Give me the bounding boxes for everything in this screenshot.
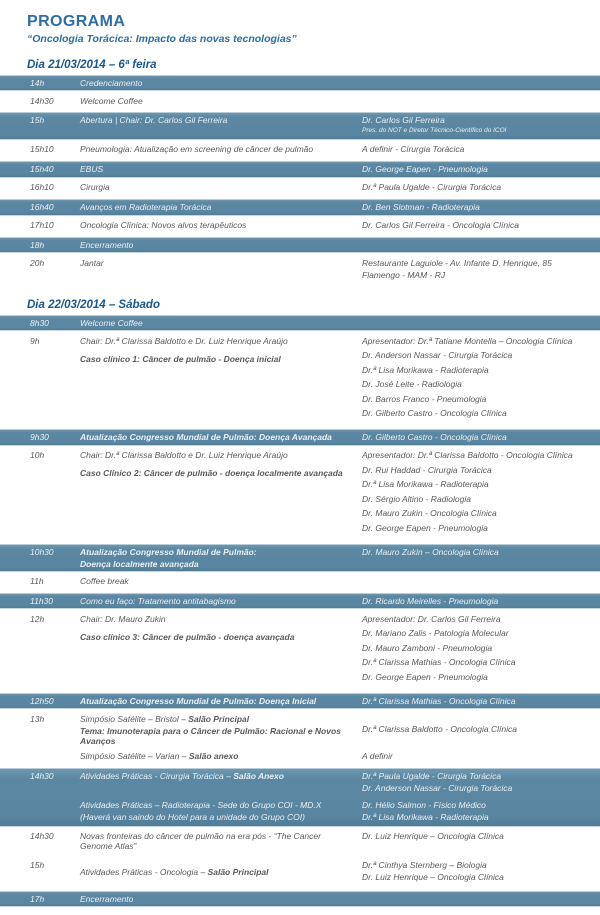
session-cell — [80, 220, 362, 230]
speaker-line: Dr.ª Paula Ugalde - Cirurgia Torácica — [362, 770, 502, 781]
session-text: (Haverá van saindo do Hotel para a unidade do Grupo COI) — [80, 811, 305, 822]
speaker-line: Dr.ª Cinthya Sternberg – Biologia — [362, 860, 487, 870]
speaker-line: Dr. Ricardo Meirelles - Pneumologia — [362, 595, 499, 606]
session-line — [80, 831, 352, 851]
session-line — [80, 547, 352, 557]
session-line — [80, 220, 352, 230]
schedule-row — [0, 315, 600, 331]
session-line — [80, 576, 352, 586]
session-block — [80, 432, 600, 443]
session-text-bold: Tema: Imunoterapia para o Câncer de Pulmão: Racional e Novos Avanços — [80, 725, 341, 746]
session-line — [80, 771, 352, 781]
session-cell — [80, 96, 362, 106]
session-text: Chair: Dr.ª Clarissa Baldotto e Dr. Luiz Henrique Araújo — [80, 335, 288, 346]
session-text: Credenciamento — [80, 78, 143, 88]
session-block — [80, 831, 600, 851]
session-text-bold: Salão Principal — [188, 713, 250, 724]
schedule-row — [0, 237, 600, 253]
session-block — [80, 182, 600, 193]
row-blocks — [80, 144, 600, 155]
session-text: Encerramento — [80, 893, 134, 904]
session-line — [80, 432, 352, 442]
speakers-cell — [362, 450, 600, 537]
session-cell — [80, 751, 362, 761]
session-line — [80, 96, 352, 106]
session-text: EBUS — [80, 164, 104, 174]
session-line — [80, 202, 352, 212]
session-line — [80, 726, 352, 746]
speaker-line: Dr. Carlos Gil Ferreira — [362, 115, 445, 125]
session-text: Abertura | Chair: Dr. Carlos Gil Ferreira — [80, 115, 228, 125]
speakers-cell — [362, 432, 600, 443]
row-blocks — [80, 547, 600, 569]
session-text-bold: Salão Anexo — [233, 770, 284, 781]
session-block — [80, 258, 600, 282]
time-cell: 16h10 — [30, 182, 54, 192]
session-cell — [80, 614, 362, 642]
speaker-line: Dr. George Eapen - Pneumologia — [362, 522, 488, 533]
session-cell — [80, 182, 362, 192]
row-blocks — [80, 318, 600, 328]
session-block — [80, 164, 600, 175]
bottom-spacer — [0, 907, 600, 915]
time-cell: 11h — [30, 576, 44, 586]
time-cell: 14h30 — [30, 95, 54, 106]
speakers-cell — [362, 547, 600, 558]
row-blocks — [80, 714, 600, 762]
session-line — [80, 559, 352, 569]
session-text: Como eu faço: Tratamento antitabagismo — [80, 595, 236, 606]
session-block — [80, 696, 600, 707]
session-cell — [80, 576, 362, 586]
session-cell — [80, 771, 362, 781]
speaker-line: Flamengo - MAM - RJ — [362, 269, 446, 280]
schedule-row — [0, 693, 600, 710]
session-text: Encerramento — [80, 240, 134, 250]
session-text-bold: Salão Principal — [207, 867, 269, 877]
session-line — [80, 714, 352, 724]
row-blocks — [80, 771, 600, 824]
time-cell: 15h — [30, 115, 45, 125]
schedule — [0, 59, 600, 907]
session-cell — [80, 336, 362, 364]
session-cell — [80, 432, 362, 442]
session-line — [80, 144, 352, 154]
session-block — [80, 220, 600, 231]
session-line — [80, 614, 352, 624]
session-block — [80, 318, 600, 328]
speakers-cell — [362, 220, 600, 231]
speaker-line: Apresentador: Dr.ª Tatiane Montella – Oncologia Clínica — [362, 335, 573, 346]
session-line — [80, 115, 352, 125]
schedule-row — [0, 253, 600, 286]
speaker-line: Dr. Anderson Nassar - Cirurgia Torácica — [362, 782, 513, 793]
session-text: Chair: Dr.ª Clarissa Baldotto e Dr. Luiz Henrique Araújo — [80, 450, 288, 460]
session-line — [80, 318, 352, 328]
time-cell: 14h30 — [30, 770, 54, 781]
session-text: Simpósio Satélite – Varian – — [80, 750, 189, 761]
session-cell — [80, 450, 362, 478]
session-text: Novas fronteiras do câncer de pulmão na era pós - “The Cancer Genome Atlas” — [80, 831, 321, 851]
time-cell: 20h — [30, 257, 45, 268]
session-text: Chair: Dr. Mauro Zukin — [80, 613, 166, 624]
time-cell: 12h — [30, 613, 45, 624]
session-block — [80, 894, 600, 904]
schedule-row — [0, 891, 600, 907]
speaker-line: Dr. George Eapen - Pneumologia — [362, 164, 488, 174]
row-blocks — [80, 432, 600, 443]
speaker-line: Dr. Rui Haddad - Cirurgia Torácica — [362, 464, 492, 475]
session-line — [80, 596, 352, 606]
schedule-row — [0, 331, 600, 427]
session-line — [80, 240, 352, 250]
time-cell: 15h10 — [30, 144, 54, 154]
session-block — [80, 115, 600, 137]
session-cell — [80, 714, 362, 746]
speaker-line: Dr. Hélio Salmon - Físico Médico — [362, 799, 486, 810]
row-blocks — [80, 220, 600, 231]
speaker-line: A definir — [362, 750, 393, 761]
speakers-cell — [362, 724, 600, 735]
session-text: Jantar — [80, 257, 104, 268]
speakers-cell — [362, 258, 600, 282]
session-cell — [80, 144, 362, 154]
session-line — [80, 468, 352, 478]
session-text: Avanços em Radioterapia Torácica — [80, 202, 212, 212]
row-blocks — [80, 894, 600, 904]
time-cell: 17h — [30, 893, 45, 904]
row-blocks — [80, 240, 600, 250]
speakers-cell — [362, 696, 600, 707]
session-block — [80, 450, 600, 537]
session-text: Simpósio Satélite – Bristol – — [80, 713, 189, 724]
session-text: Coffee break — [80, 576, 129, 586]
session-cell — [80, 202, 362, 212]
day-header: Dia 21/03/2014 – 6ª feira — [27, 59, 157, 71]
session-block — [80, 771, 600, 795]
session-line — [80, 258, 352, 268]
schedule-row — [0, 856, 600, 889]
row-blocks — [80, 450, 600, 537]
speaker-line: Dr. Luiz Henrique – Oncologia Clínica — [362, 831, 504, 841]
speaker-line: Dr. Mauro Zukin – Oncologia Clínica — [362, 546, 499, 557]
time-cell: 9h — [30, 335, 40, 346]
speaker-line: Dr.ª Lisa Morikawa - Radioterapia — [362, 364, 489, 375]
speakers-cell — [362, 596, 600, 607]
speaker-line: Dr.ª Clarissa Baldotto - Oncologia Clínica — [362, 724, 517, 735]
session-block — [80, 96, 600, 106]
schedule-row — [0, 572, 600, 591]
schedule-row — [0, 140, 600, 160]
session-text-bold: Salão anexo — [188, 750, 239, 761]
row-blocks — [80, 576, 600, 586]
time-cell: 9h30 — [30, 432, 49, 442]
session-block — [80, 751, 600, 762]
speakers-cell — [362, 831, 600, 842]
row-blocks — [80, 182, 600, 193]
speakers-cell — [362, 144, 600, 155]
speaker-line: Dr. Sérgio Altino - Radiologia — [362, 493, 471, 504]
speaker-line: Dr.ª Lisa Morikawa - Radioterapia — [362, 811, 489, 822]
session-line — [80, 164, 352, 174]
session-text-bold: Caso clínico 1: Câncer de pulmão - Doença inicial — [80, 353, 281, 364]
speakers-cell — [362, 800, 600, 824]
row-blocks — [80, 336, 600, 423]
session-line — [80, 751, 352, 761]
session-block — [80, 860, 600, 884]
row-blocks — [80, 78, 600, 88]
speakers-cell — [362, 164, 600, 175]
speakers-cell — [362, 771, 600, 795]
schedule-row — [0, 593, 600, 610]
session-text-bold: Atualização Congresso Mundial de Pulmão: Doença Inicial — [80, 695, 317, 706]
speaker-line: Dr. Ben Slotman - Radioterapia — [362, 202, 480, 212]
schedule-row — [0, 827, 600, 856]
speaker-line: Dr. Mariano Zalis - Patologia Molecular — [362, 628, 509, 638]
speakers-cell — [362, 860, 600, 884]
session-cell — [80, 831, 362, 851]
schedule-row — [0, 112, 600, 140]
session-cell — [80, 240, 362, 250]
session-line — [80, 336, 352, 346]
session-text-bold: Caso Clínico 2: Câncer de pulmão - doença localmente avançada — [80, 468, 343, 478]
session-block — [80, 78, 600, 88]
session-text: Welcome Coffee — [80, 95, 143, 106]
session-line — [80, 354, 352, 364]
session-text: Atividades Práticas – Radioterapia - Sede do Grupo COI - MD.X — [80, 799, 322, 810]
session-block — [80, 202, 600, 213]
time-cell: 11h30 — [30, 595, 54, 606]
schedule-row — [0, 768, 600, 827]
session-text-bold: Caso clínico 3: Câncer de pulmão - doença avançada — [80, 631, 295, 642]
time-cell: 10h — [30, 450, 45, 460]
session-line — [80, 812, 352, 822]
schedule-row — [0, 446, 600, 542]
session-line — [80, 894, 352, 904]
schedule-row — [0, 178, 600, 198]
row-blocks — [80, 96, 600, 106]
session-block — [80, 714, 600, 746]
time-cell: 13h — [30, 713, 45, 724]
session-cell — [80, 115, 362, 125]
time-cell: 10h30 — [30, 546, 54, 557]
session-cell — [80, 800, 362, 822]
speakers-cell — [362, 115, 600, 137]
page-title: PROGRAMA — [27, 13, 126, 30]
row-blocks — [80, 696, 600, 707]
schedule-row — [0, 91, 600, 110]
session-cell — [80, 596, 362, 606]
speaker-line: Restaurante Laguiole - Av. Infante D. Henrique, 85 — [362, 257, 552, 268]
time-cell: 12h50 — [30, 695, 54, 706]
session-block — [80, 547, 600, 569]
row-blocks — [80, 164, 600, 175]
schedule-row — [0, 429, 600, 446]
session-cell — [80, 894, 362, 904]
session-text: Atividades Práticas - Cirurgia Torácica – — [80, 770, 234, 781]
speaker-line: Dr. Luiz Henrique – Oncologia Clínica — [362, 872, 504, 882]
speaker-line: Dr.ª Lisa Morikawa - Radioterapia — [362, 479, 489, 489]
session-cell — [80, 696, 362, 706]
speakers-cell — [362, 751, 600, 762]
session-text-bold: Atualização Congresso Mundial de Pulmão: Doença Avançada — [80, 432, 332, 442]
speakers-cell — [362, 614, 600, 687]
session-block — [80, 614, 600, 687]
session-text: Pneumologia: Atualização em screening de câncer de pulmão — [80, 144, 314, 154]
session-line — [80, 78, 352, 88]
session-cell — [80, 318, 362, 328]
speakers-cell — [362, 182, 600, 193]
time-cell: 14h30 — [30, 831, 54, 841]
row-blocks — [80, 258, 600, 282]
session-text-bold: Atualização Congresso Mundial de Pulmão: — [80, 546, 257, 557]
speaker-line: Dr. Anderson Nassar - Cirurgia Torácica — [362, 350, 513, 360]
row-blocks — [80, 860, 600, 884]
speaker-line: Dr. Gilberto Castro - Oncologia Clínica — [362, 432, 507, 442]
speaker-line: Dr. Mauro Zukin - Oncologia Clínica — [362, 508, 497, 518]
session-line — [80, 696, 352, 706]
session-line — [80, 867, 352, 877]
time-cell: 17h10 — [30, 220, 54, 230]
schedule-row — [0, 199, 600, 216]
session-line — [80, 450, 352, 460]
session-cell — [80, 78, 362, 88]
speaker-line: Apresentador: Dr. Carlos Gil Ferreira — [362, 613, 501, 624]
row-blocks — [80, 831, 600, 851]
session-text-bold: Doença localmente avançada — [80, 558, 199, 569]
schedule-row — [0, 75, 600, 91]
speaker-line: Dr. George Eapen - Pneumologia — [362, 671, 488, 682]
speaker-line: Dr.ª Clarissa Mathias - Oncologia Clínica — [362, 695, 516, 706]
page-subtitle: “Oncologia Torácica: Impacto das novas tecnologias” — [27, 33, 297, 45]
session-cell — [80, 164, 362, 174]
row-blocks — [80, 202, 600, 213]
speaker-line: Dr. Barros Franco - Pneumologia — [362, 393, 487, 404]
schedule-row — [0, 544, 600, 572]
session-cell — [80, 547, 362, 569]
row-blocks — [80, 614, 600, 687]
schedule-row — [0, 216, 600, 236]
speaker-line: Apresentador: Dr.ª Clarissa Baldotto - Oncologia Clínica — [362, 450, 573, 460]
schedule-row — [0, 709, 600, 766]
schedule-row — [0, 609, 600, 691]
day-header: Dia 22/03/2014 – Sábado — [27, 299, 160, 311]
speaker-line: Dr. Mauro Zamboni - Pneumologia — [362, 642, 493, 653]
time-cell: 14h — [30, 78, 45, 88]
row-blocks — [80, 115, 600, 137]
session-block — [80, 576, 600, 586]
row-blocks — [80, 596, 600, 607]
session-block — [80, 336, 600, 423]
time-cell: 15h40 — [30, 164, 54, 174]
speaker-line: Dr. Carlos Gil Ferreira - Oncologia Clínica — [362, 220, 519, 230]
time-cell: 8h30 — [30, 318, 49, 328]
session-line — [80, 800, 352, 810]
speaker-line: Dr.ª Paula Ugalde - Cirurgia Torácica — [362, 182, 502, 192]
time-cell: 18h — [30, 240, 45, 250]
session-block — [80, 800, 600, 824]
session-text: Atividades Práticas - Oncologia – — [80, 867, 208, 877]
speaker-line: Dr.ª Clarissa Mathias - Oncologia Clínica — [362, 657, 516, 667]
speaker-line: Dr. José Leite - Radiologia — [362, 379, 462, 389]
session-line — [80, 182, 352, 192]
session-cell — [80, 867, 362, 877]
speakers-cell — [362, 202, 600, 213]
session-cell — [80, 258, 362, 268]
session-block — [80, 596, 600, 607]
time-cell: 16h40 — [30, 202, 54, 212]
session-line — [80, 632, 352, 642]
speaker-line: Dr. Gilberto Castro - Oncologia Clínica — [362, 408, 507, 418]
speakers-cell — [362, 336, 600, 423]
session-text: Welcome Coffee — [80, 318, 143, 328]
session-block — [80, 240, 600, 250]
session-block — [80, 144, 600, 155]
speaker-subtitle: Pres. do NOT e Diretor Técnico-Científico do ICOI — [362, 127, 507, 134]
speaker-line: A definir - Cirurgia Torácica — [362, 144, 465, 154]
schedule-row — [0, 161, 600, 178]
session-text: Cirurgia — [80, 182, 110, 192]
time-cell: 15h — [30, 860, 45, 870]
session-text: Oncologia Clínica: Novos alvos terapêuticos — [80, 220, 247, 230]
